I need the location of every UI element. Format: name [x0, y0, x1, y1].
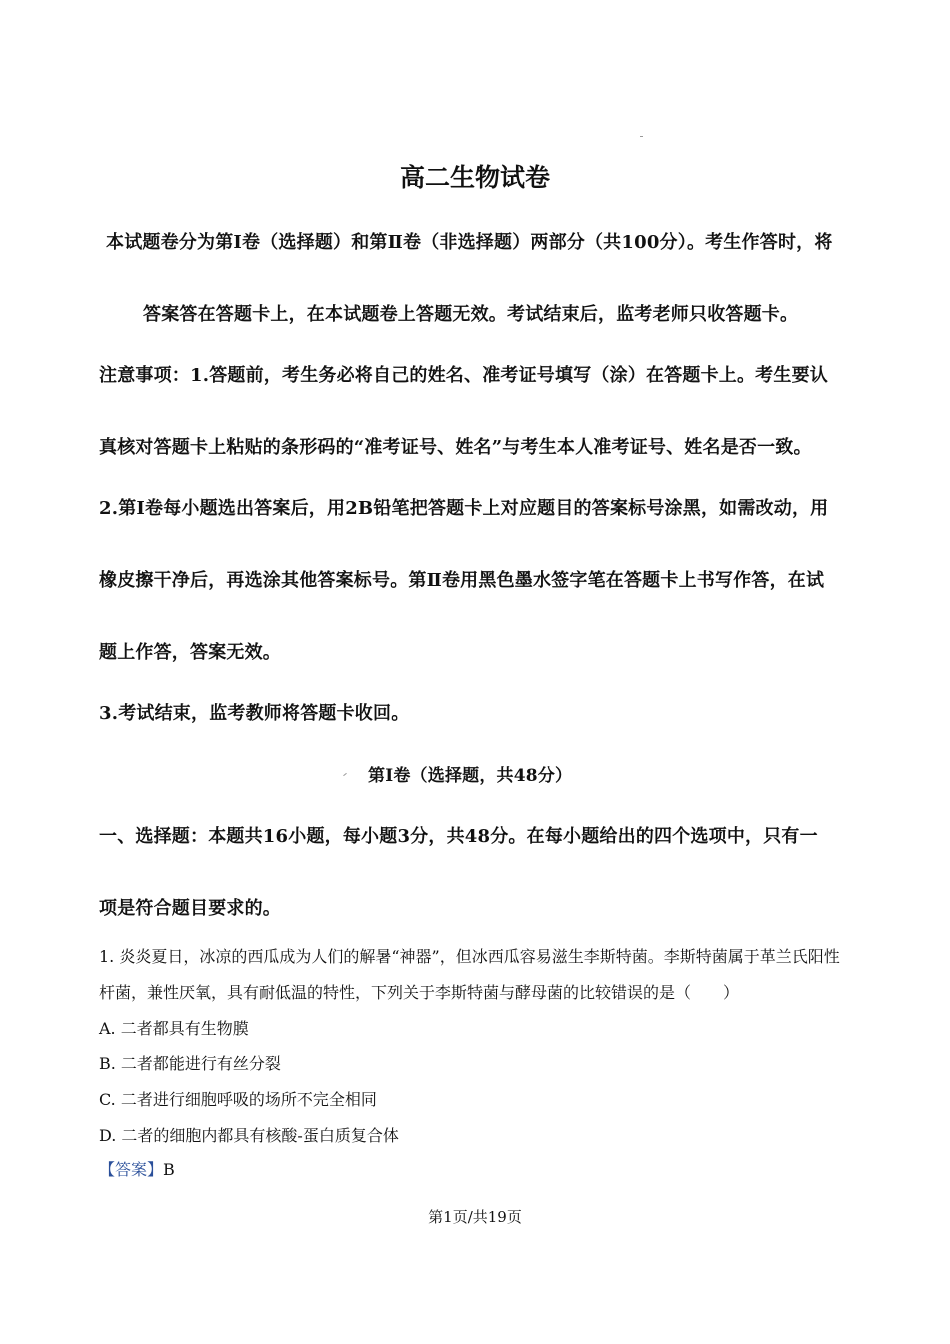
note-2-line-3: 题上作答，答案无效。	[99, 642, 281, 663]
answer-tag: 【答案】	[99, 1160, 164, 1179]
intro-line-1: 本试题卷分为第Ⅰ卷（选择题）和第Ⅱ卷（非选择题）两部分（共100分）。考生作答时，将	[106, 232, 833, 253]
page-number: 第1页/共19页	[428, 1208, 522, 1226]
scan-speck	[343, 773, 347, 776]
option-b: B. 二者都能进行有丝分裂	[99, 1054, 281, 1073]
question-1-stem-line-1: 1. 炎炎夏日，冰凉的西瓜成为人们的解暑“神器”，但冰西瓜容易滋生李斯特菌。李斯特菌属于革兰氏阳性	[99, 947, 840, 966]
option-d: D. 二者的细胞内都具有核酸-蛋白质复合体	[99, 1126, 399, 1145]
note-3: 3.考试结束，监考教师将答题卡收回。	[99, 703, 410, 724]
note-2-line-1: 2.第Ⅰ卷每小题选出答案后，用2B铅笔把答题卡上对应题目的答案标号涂黑，如需改动，用	[99, 498, 829, 519]
note-2-line-2: 橡皮擦干净后，再选涂其他答案标号。第Ⅱ卷用黑色墨水签字笔在答题卡上书写作答，在试	[99, 570, 825, 591]
option-c: C. 二者进行细胞呼吸的场所不完全相同	[99, 1090, 377, 1109]
page-title: 高二生物试卷	[399, 163, 550, 192]
part-heading-line-2: 项是符合题目要求的。	[99, 898, 281, 919]
option-a: A. 二者都具有生物膜	[99, 1019, 249, 1038]
intro-line-2: 答案答在答题卡上，在本试题卷上答题无效。考试结束后，监考老师只收答题卡。	[143, 304, 799, 325]
note-1-line-1: 注意事项：1.答题前，考生务必将自己的姓名、准考证号填写（涂）在答题卡上。考生要认	[99, 365, 828, 386]
scan-speck	[640, 136, 643, 137]
answer-line	[99, 1157, 175, 1180]
question-1-stem-line-2: 杆菌，兼性厌氧，具有耐低温的特性，下列关于李斯特菌与酵母菌的比较错误的是（ ）	[99, 983, 740, 1002]
note-1-line-2: 真核对答题卡上粘贴的条形码的“准考证号、姓名”与考生本人准考证号、姓名是否一致。	[99, 437, 812, 458]
section-title: 第Ⅰ卷（选择题，共48分）	[368, 766, 573, 786]
answer-value: B	[163, 1160, 175, 1179]
part-heading-line-1: 一、选择题：本题共16小题，每小题3分，共48分。在每小题给出的四个选项中，只有一	[99, 826, 818, 847]
